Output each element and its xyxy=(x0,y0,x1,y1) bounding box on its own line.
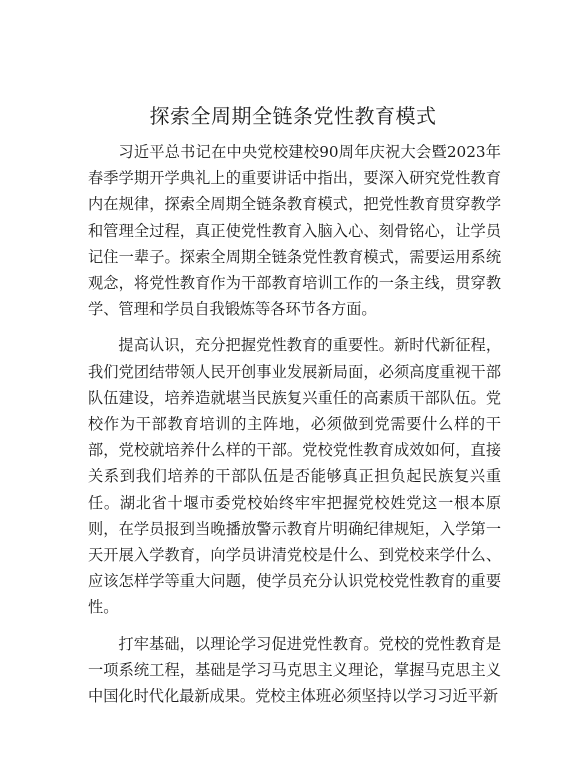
document-body xyxy=(88,139,501,719)
paragraph-2: 提高认识，充分把握党性教育的重要性。新时代新征程，我们党团结带领人民开创事业发展新局面，必须高度重视干部队伍建设，培养造就堪当民族复兴重任的高素质干部队伍。党校作为干部教育培训的主阵地，必须做到党需要什么样的干部，党校就培养什么样的干部。党校党性教育成效如何，直接关系到我们培养的干部队伍是否能够真正担负起民族复兴重任。湖北省十堰市委党校始终牢牢把握党校姓党这一根本原则，在学员报到当晚播放警示教育片明确纪律规矩，入学第一天开展入学教育，向学员讲清党校是什么、到党校来学什么、应该怎样学等重大问题，使学员充分认识党校党性教育的重要性。 xyxy=(88,336,501,617)
paragraph-1: 习近平总书记在中央党校建校90周年庆祝大会暨2023年春季学期开学典礼上的重要讲话中指出，要深入研究党性教育内在规律，探索全周期全链条教育模式，把党性教育贯穿教学和管理全过程，真正使党性教育入脑入心、刻骨铭心，让学员记住一辈子。探索全周期全链条党性教育模式，需要运用系统观念，将党性教育作为干部教育培训工作的一条主线，贯穿教学、管理和学员自我锻炼等各环节各方面。 xyxy=(88,143,501,319)
document-title: 探索全周期全链条党性教育模式 xyxy=(149,104,437,128)
paragraph-3: 打牢基础，以理论学习促进党性教育。党校的党性教育是一项系统工程，基础是学习马克思主义理论，掌握马克思主义中国化时代化最新成果。党校主体班必须坚持以学习习近平新 xyxy=(88,634,501,706)
